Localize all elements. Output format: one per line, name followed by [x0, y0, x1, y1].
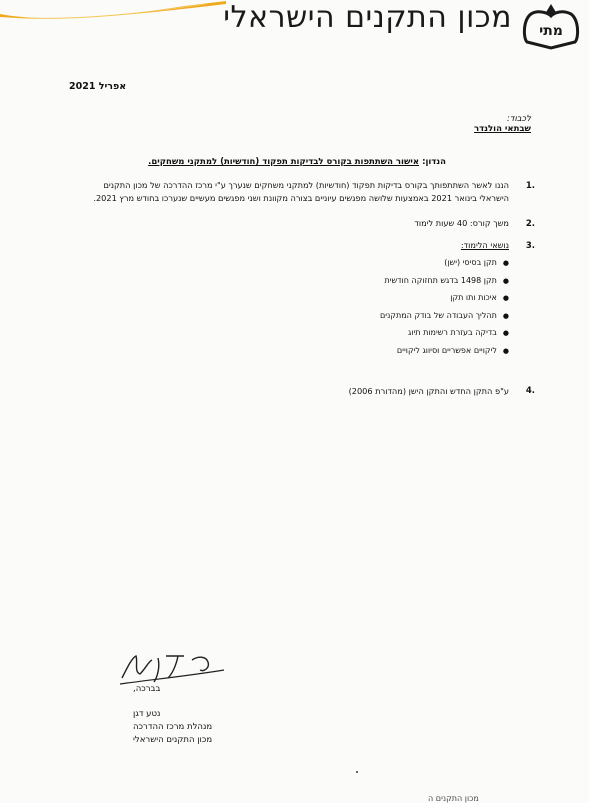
handwritten-signature: [118, 648, 228, 688]
list-item: ●בדיקה בעזרת רשימות תיוג: [408, 328, 509, 337]
subject-line: [148, 157, 446, 167]
signer-name: נטע דגן: [133, 709, 161, 719]
bullet-icon: ●: [502, 311, 509, 320]
item-2-text: משך קורס: 40 שעות לימוד: [414, 218, 509, 228]
list-item: ●תקן בסיסי (ישן): [444, 258, 509, 267]
item-number-4: 4.: [525, 386, 535, 396]
bullet-icon: ●: [502, 346, 509, 355]
item-number-3: 3.: [525, 241, 535, 251]
subject-prefix: הנדון:: [422, 157, 446, 167]
topics-list: [380, 258, 509, 363]
recipient-label: לכבוד:: [506, 114, 531, 124]
list-item: ●איכות ותו תקן: [450, 293, 509, 302]
item-3-heading: נושאי הלימוד:: [460, 240, 509, 250]
item-1-line-2: הישראלי בינואר 2021 באמצעות שלושה מפגשים עיוניים בצורה מקוונת ושני מפגשים מעשיים שנערכו בחודש מרץ 2021.: [93, 193, 509, 203]
signer-organization: מכון התקנים הישראלי: [133, 735, 213, 745]
item-1-line-1: הננו לאשר השתתפותך בקורס בדיקות תפקוד (חודשיות) למתקני משחקים שנערך ע"י מרכז ההדרכה של מכון התקנים: [103, 180, 509, 190]
signature-closing: בברכה,: [133, 684, 161, 694]
bullet-icon: ●: [502, 259, 509, 267]
item-number-2: 2.: [525, 219, 535, 229]
list-item: ●תהליך העבודה של בודק המתקנים: [380, 310, 509, 320]
scan-speck: [356, 771, 358, 773]
bullet-icon: ●: [502, 276, 509, 285]
standards-institute-logo: [517, 2, 585, 52]
letter-date: אפריל 2021: [69, 81, 127, 92]
subject-text: אישור השתתפות בקורס לבדיקות תפקוד (חודשיות) למתקני משחקים.: [148, 157, 420, 167]
header-swoosh-decoration: [0, 0, 230, 22]
list-item: ●ליקויים אפשריים וסיווג ליקויים: [396, 345, 509, 355]
list-item: ●תקן 1498 בדגש תחזוקה חודשית: [384, 275, 509, 285]
signer-title: מנהלת מרכז ההדרכה: [133, 722, 213, 732]
bullet-icon: ●: [502, 329, 509, 337]
organization-name: מכון התקנים הישראלי: [223, 0, 512, 35]
footer-fragment: מכון התקנים ה: [428, 794, 479, 803]
bullet-icon: ●: [502, 294, 509, 302]
item-4-text: ע"פ התקן החדש והתקן הישן (מהדורת 2006): [348, 386, 509, 396]
item-number-1: 1.: [525, 181, 535, 191]
svg-text:מתי: מתי: [539, 23, 563, 39]
recipient-name: שבתאי הולנדר: [474, 124, 531, 134]
